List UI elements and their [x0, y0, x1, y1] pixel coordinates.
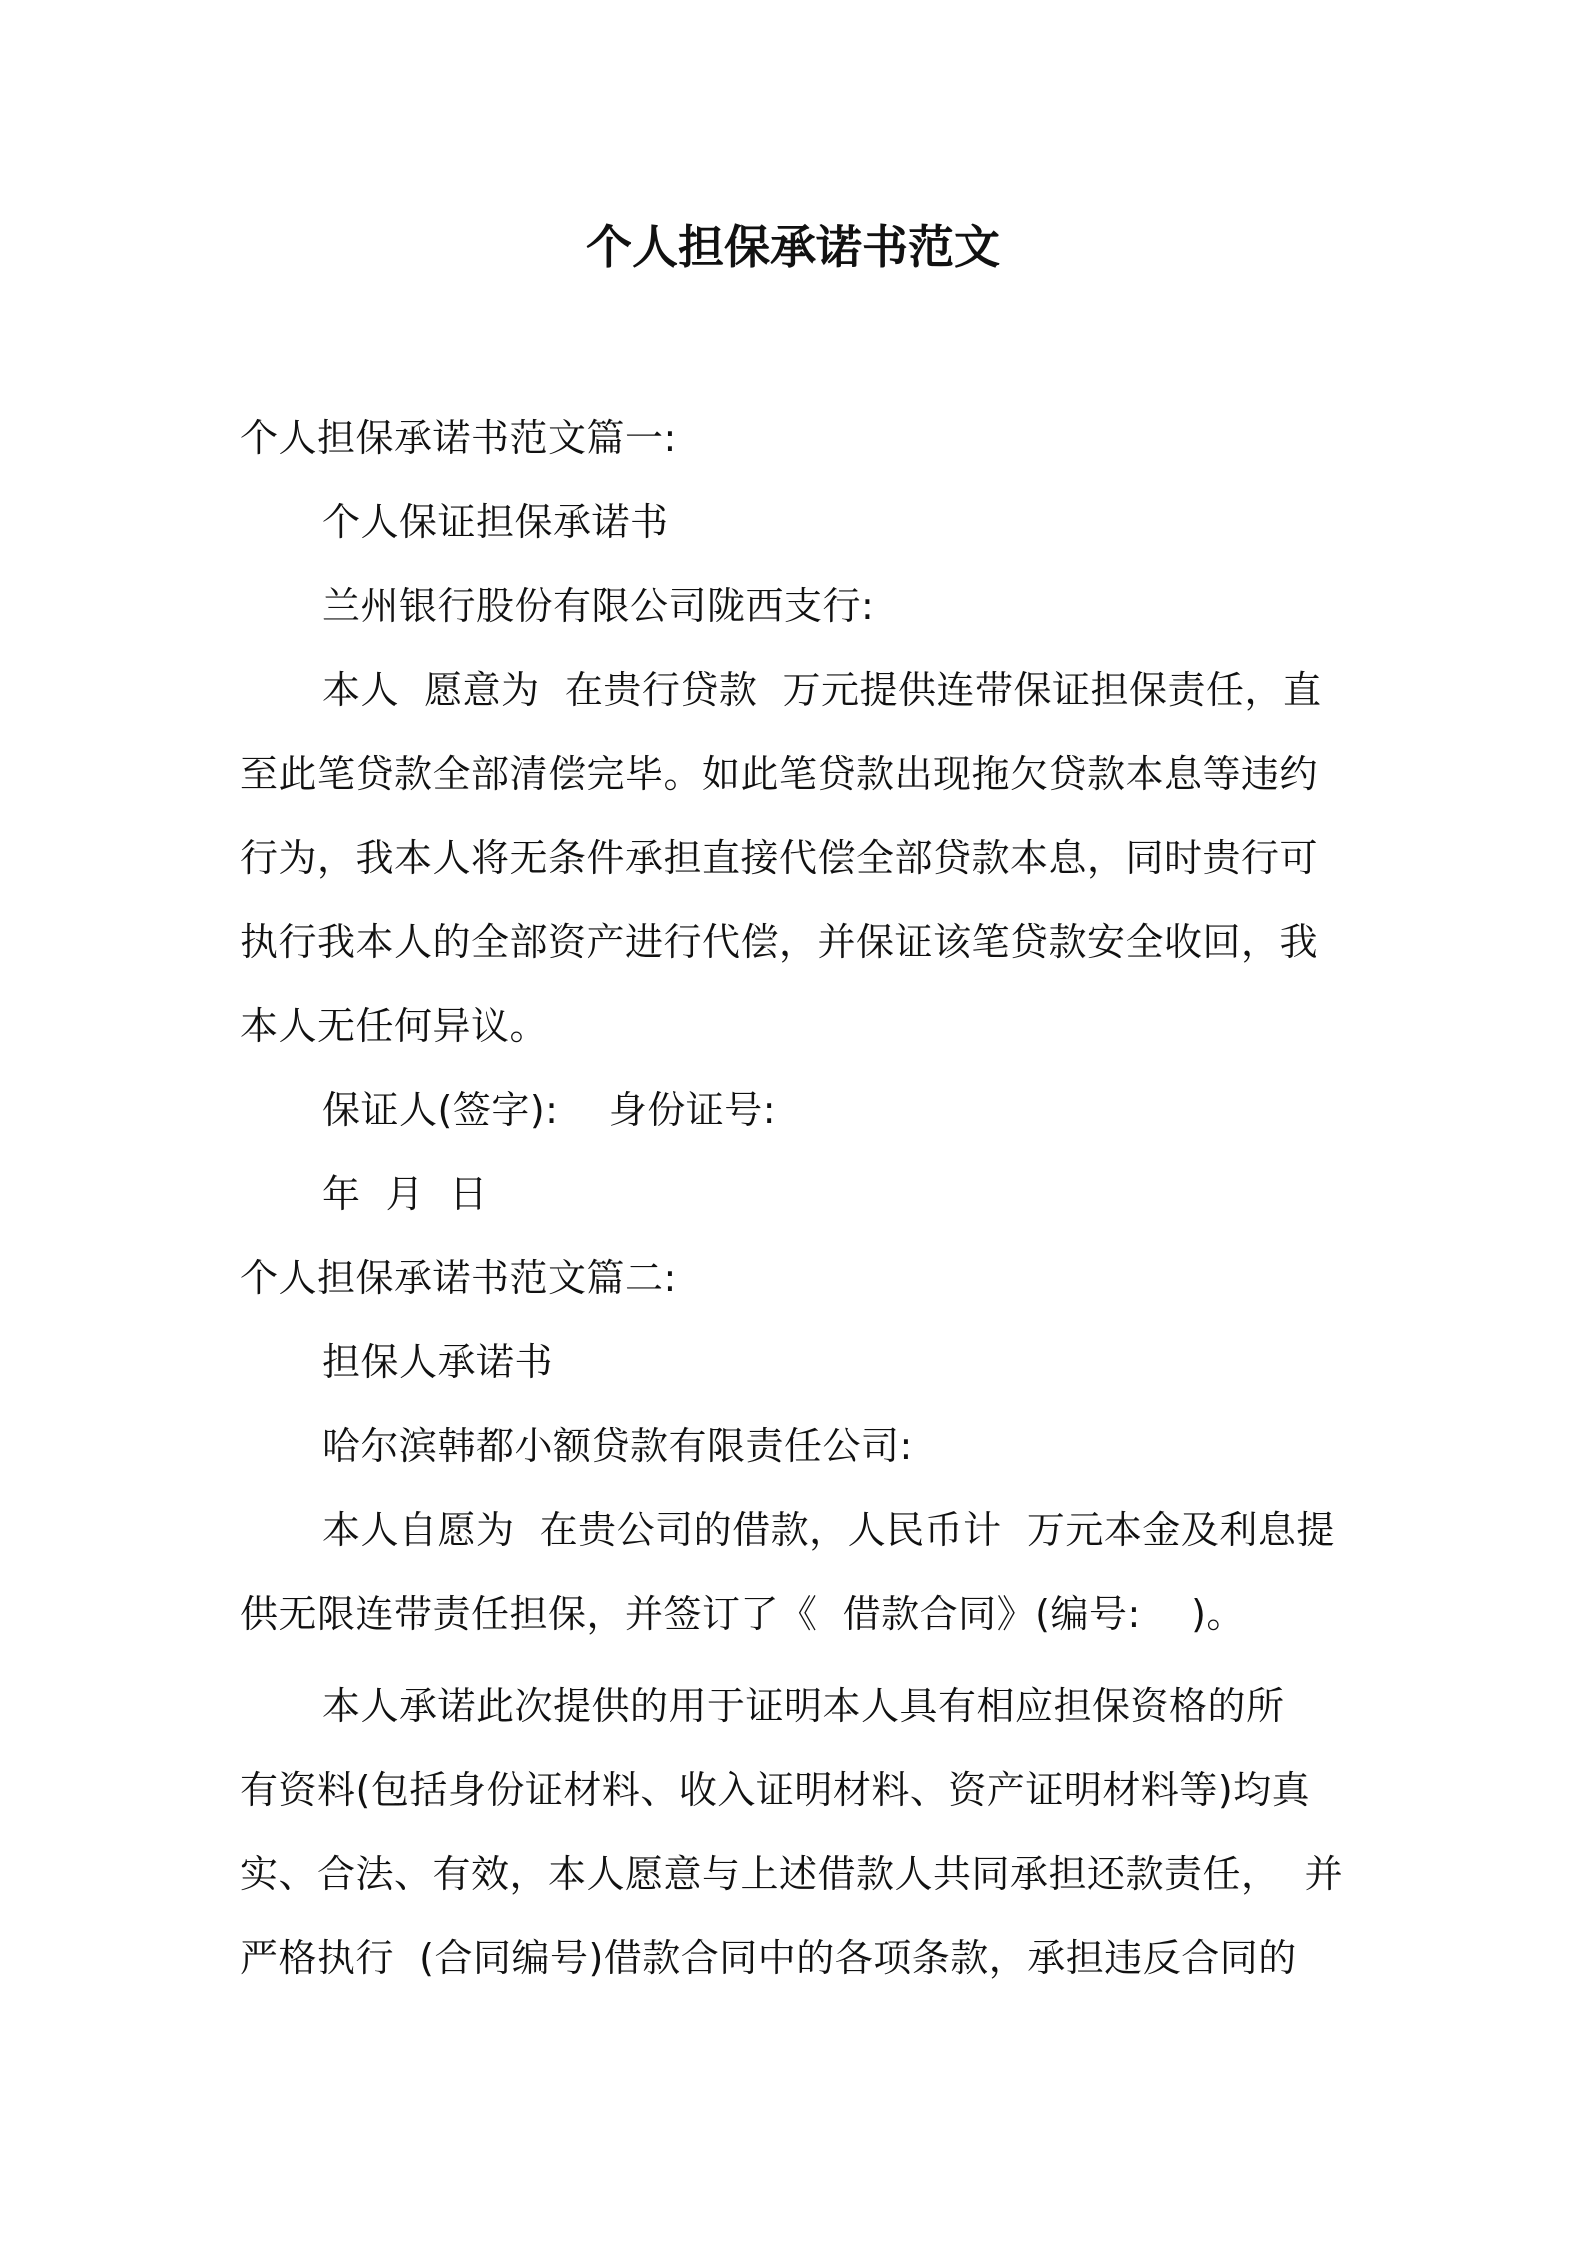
page-title: 个人担保承诺书范文: [586, 220, 1000, 274]
section-2-para-1-line: 本人自愿为 在贵公司的借款，人民币计 万元本金及利息提: [322, 1508, 1335, 1552]
section-2-doc-title: 担保人承诺书: [322, 1340, 554, 1384]
section-1-body-line: 本人无任何异议。: [240, 1004, 549, 1048]
section-1-date: 年 月 日: [322, 1172, 488, 1216]
section-2-para-2-line: 有资料(包括身份证材料、收入证明材料、资产证明材料等)均真: [240, 1768, 1311, 1812]
section-2-para-1-line: 供无限连带责任担保，并签订了《 借款合同》(编号: )。: [240, 1592, 1245, 1636]
section-1-body-line: 至此笔贷款全部清偿完毕。如此笔贷款出现拖欠贷款本息等违约: [240, 752, 1319, 796]
section-2-para-2-line: 实、合法、有效，本人愿意与上述借款人共同承担还款责任， 并: [240, 1852, 1344, 1896]
section-1-doc-title: 个人保证担保承诺书: [322, 500, 669, 544]
section-1-body-line: 执行我本人的全部资产进行代偿，并保证该笔贷款安全收回，我: [240, 920, 1319, 964]
section-2-para-2-line: 本人承诺此次提供的用于证明本人具有相应担保资格的所: [322, 1684, 1285, 1728]
section-1-body-line: 本人 愿意为 在贵行贷款 万元提供连带保证担保责任，直: [322, 668, 1322, 712]
section-2-para-2-line: 严格执行 (合同编号)借款合同中的各项条款，承担违反合同的: [240, 1936, 1297, 1980]
section-1-body-line: 行为，我本人将无条件承担直接代偿全部贷款本息，同时贵行可: [240, 836, 1319, 880]
section-1-signature: 保证人(签字): 身份证号:: [322, 1088, 777, 1132]
section-2-heading: 个人担保承诺书范文篇二:: [240, 1256, 677, 1300]
section-1-addressee: 兰州银行股份有限公司陇西支行:: [322, 584, 875, 628]
section-2-addressee: 哈尔滨韩都小额贷款有限责任公司:: [322, 1424, 913, 1468]
section-1-heading: 个人担保承诺书范文篇一:: [240, 416, 677, 460]
